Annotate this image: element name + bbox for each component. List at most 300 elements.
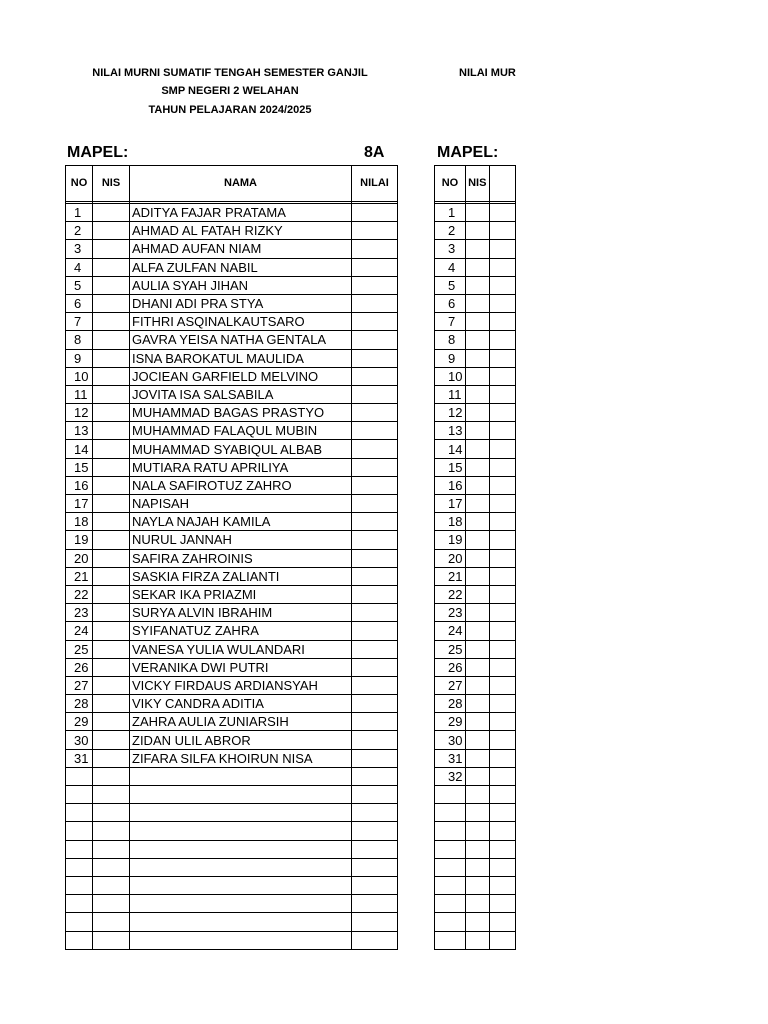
nis-cell[interactable] [465, 567, 489, 585]
nis-cell[interactable] [93, 622, 130, 640]
empty-cell[interactable] [435, 786, 466, 804]
table-row [66, 749, 398, 767]
header-no-right: NO [435, 166, 466, 202]
empty-row [66, 840, 398, 858]
nis-cell[interactable] [93, 458, 130, 476]
student-name: VANESA YULIA WULANDARI [130, 640, 352, 658]
student-name: JOVITA ISA SALSABILA [130, 385, 352, 403]
nilai-cell[interactable] [352, 676, 398, 694]
empty-cell[interactable] [130, 786, 352, 804]
row-number: 28 [66, 695, 93, 713]
empty-row [66, 895, 398, 913]
nilai-cell[interactable] [352, 749, 398, 767]
nis-cell[interactable] [93, 658, 130, 676]
table-row [435, 513, 516, 531]
table-row [435, 313, 516, 331]
empty-cell[interactable] [93, 931, 130, 949]
nis-cell[interactable] [465, 404, 489, 422]
empty-cell[interactable] [66, 804, 93, 822]
nis-cell[interactable] [465, 658, 489, 676]
row-number: 15 [435, 458, 466, 476]
empty-cell[interactable] [93, 767, 130, 785]
nis-cell[interactable] [465, 531, 489, 549]
table-row [66, 640, 398, 658]
empty-cell[interactable] [435, 931, 466, 949]
table-row [435, 349, 516, 367]
student-name: VIKY CANDRA ADITIA [130, 695, 352, 713]
empty-row [66, 804, 398, 822]
nis-cell[interactable] [93, 422, 130, 440]
empty-cell[interactable] [352, 895, 398, 913]
nilai-cell[interactable] [352, 604, 398, 622]
row-number: 19 [435, 531, 466, 549]
nis-cell[interactable] [93, 440, 130, 458]
row-number: 11 [66, 385, 93, 403]
row-number: 11 [435, 385, 466, 403]
table-row [435, 658, 516, 676]
student-name: NALA SAFIROTUZ ZAHRO [130, 476, 352, 494]
table-row [66, 331, 398, 349]
student-name: ZIDAN ULIL ABROR [130, 731, 352, 749]
nis-cell[interactable] [93, 713, 130, 731]
nis-cell[interactable] [93, 276, 130, 294]
nilai-cell[interactable] [352, 258, 398, 276]
empty-cell[interactable] [93, 876, 130, 894]
row-number: 9 [435, 349, 466, 367]
empty-cell[interactable] [489, 840, 515, 858]
student-name: NURUL JANNAH [130, 531, 352, 549]
nis-cell[interactable] [93, 385, 130, 403]
empty-cell[interactable] [66, 767, 93, 785]
nilai-cell[interactable] [352, 349, 398, 367]
nilai-cell[interactable] [352, 204, 398, 222]
empty-cell[interactable] [352, 840, 398, 858]
empty-cell[interactable] [93, 858, 130, 876]
empty-cell[interactable] [130, 822, 352, 840]
table-row [435, 695, 516, 713]
row-number: 18 [66, 513, 93, 531]
table-row [66, 258, 398, 276]
row-number: 12 [435, 404, 466, 422]
nis-cell[interactable] [465, 513, 489, 531]
empty-cell[interactable] [465, 931, 489, 949]
nilai-cell[interactable] [352, 367, 398, 385]
sheet-title: NILAI MURNI SUMATIF TENGAH SEMESTER GANJIL [92, 67, 368, 79]
table-row [435, 585, 516, 603]
nis-cell[interactable] [465, 422, 489, 440]
empty-cell[interactable] [465, 804, 489, 822]
row-number: 1 [66, 204, 93, 222]
empty-cell[interactable] [130, 913, 352, 931]
nis-cell[interactable] [465, 222, 489, 240]
table-row [66, 713, 398, 731]
table-row [435, 422, 516, 440]
empty-row [435, 876, 516, 894]
row-number: 22 [435, 585, 466, 603]
row-number: 14 [435, 440, 466, 458]
table-row [435, 404, 516, 422]
empty-cell[interactable] [66, 931, 93, 949]
row-number: 12 [66, 404, 93, 422]
empty-cell[interactable] [435, 858, 466, 876]
empty-cell[interactable] [93, 840, 130, 858]
row-number: 25 [435, 640, 466, 658]
nis-cell[interactable] [465, 204, 489, 222]
table-row [66, 585, 398, 603]
row-number: 7 [435, 313, 466, 331]
nis-cell[interactable] [465, 767, 489, 785]
nis-cell[interactable] [93, 567, 130, 585]
row-number: 17 [66, 495, 93, 513]
row-number: 2 [66, 222, 93, 240]
empty-row [435, 858, 516, 876]
empty-cell[interactable] [489, 876, 515, 894]
empty-cell[interactable] [489, 895, 515, 913]
mapel-label-right: MAPEL: [437, 144, 499, 161]
nis-cell[interactable] [465, 476, 489, 494]
row-number: 25 [66, 640, 93, 658]
row-number: 13 [66, 422, 93, 440]
student-name: NAPISAH [130, 495, 352, 513]
empty-cell[interactable] [66, 858, 93, 876]
empty-row [435, 804, 516, 822]
empty-cell[interactable] [93, 822, 130, 840]
empty-cell[interactable] [66, 840, 93, 858]
nis-cell[interactable] [465, 349, 489, 367]
table-row [66, 222, 398, 240]
empty-cell[interactable] [435, 876, 466, 894]
nis-cell[interactable] [93, 731, 130, 749]
empty-row [435, 786, 516, 804]
empty-cell[interactable] [66, 876, 93, 894]
table-row [435, 276, 516, 294]
table-row [66, 204, 398, 222]
nilai-cell[interactable] [352, 549, 398, 567]
table-row [435, 640, 516, 658]
empty-cell[interactable] [465, 786, 489, 804]
row-number: 31 [66, 749, 93, 767]
nis-cell[interactable] [93, 640, 130, 658]
row-number: 5 [435, 276, 466, 294]
row-number: 24 [66, 622, 93, 640]
nis-cell[interactable] [465, 676, 489, 694]
student-name: JOCIEAN GARFIELD MELVINO [130, 367, 352, 385]
empty-row [66, 822, 398, 840]
row-number: 19 [66, 531, 93, 549]
row-number: 21 [435, 567, 466, 585]
empty-cell[interactable] [130, 840, 352, 858]
table-row [66, 385, 398, 403]
nis-cell[interactable] [93, 240, 130, 258]
nis-cell[interactable] [465, 331, 489, 349]
nilai-cell[interactable] [352, 567, 398, 585]
table-row [435, 240, 516, 258]
table-row [66, 458, 398, 476]
table-row [66, 658, 398, 676]
table-row [66, 567, 398, 585]
nis-cell[interactable] [93, 549, 130, 567]
student-name: FITHRI ASQINALKAUTSARO [130, 313, 352, 331]
empty-cell[interactable] [489, 931, 515, 949]
empty-row [66, 913, 398, 931]
table-row [435, 676, 516, 694]
row-number: 22 [66, 585, 93, 603]
row-number: 1 [435, 204, 466, 222]
empty-cell[interactable] [93, 895, 130, 913]
nis-cell[interactable] [93, 204, 130, 222]
nis-cell[interactable] [465, 622, 489, 640]
nis-cell[interactable] [465, 713, 489, 731]
table-row [66, 349, 398, 367]
nis-cell[interactable] [93, 676, 130, 694]
nilai-cell[interactable] [352, 458, 398, 476]
nilai-cell[interactable] [352, 585, 398, 603]
table-row [435, 476, 516, 494]
row-number: 29 [66, 713, 93, 731]
nis-cell[interactable] [93, 749, 130, 767]
nis-cell[interactable] [93, 604, 130, 622]
nis-cell[interactable] [93, 313, 130, 331]
nilai-cell[interactable] [352, 440, 398, 458]
nilai-cell[interactable] [352, 331, 398, 349]
empty-cell[interactable] [352, 767, 398, 785]
student-name: AHMAD AL FATAH RIZKY [130, 222, 352, 240]
row-number: 27 [66, 676, 93, 694]
nilai-cell[interactable] [352, 385, 398, 403]
empty-cell[interactable] [435, 804, 466, 822]
header-nis-right: NIS [465, 166, 489, 202]
empty-row [435, 840, 516, 858]
nilai-cell[interactable] [352, 276, 398, 294]
row-number: 31 [435, 749, 466, 767]
header-no: NO [66, 166, 93, 202]
class-label: 8A [364, 144, 385, 161]
nis-cell[interactable] [465, 458, 489, 476]
row-number: 9 [66, 349, 93, 367]
nis-cell[interactable] [465, 495, 489, 513]
student-name: ZAHRA AULIA ZUNIARSIH [130, 713, 352, 731]
nilai-cell[interactable] [352, 404, 398, 422]
grades-table [65, 165, 398, 950]
nis-cell[interactable] [93, 367, 130, 385]
nis-cell[interactable] [93, 349, 130, 367]
table-row [66, 549, 398, 567]
table-row [435, 222, 516, 240]
empty-row [66, 931, 398, 949]
table-row [66, 422, 398, 440]
empty-cell[interactable] [435, 913, 466, 931]
school-name: SMP NEGERI 2 WELAHAN [161, 85, 299, 97]
row-number: 13 [435, 422, 466, 440]
empty-cell[interactable] [435, 822, 466, 840]
row-number: 32 [435, 767, 466, 785]
nis-cell[interactable] [93, 222, 130, 240]
empty-cell[interactable] [352, 786, 398, 804]
empty-cell[interactable] [93, 804, 130, 822]
empty-cell[interactable] [66, 895, 93, 913]
empty-cell[interactable] [93, 913, 130, 931]
nis-cell[interactable] [465, 549, 489, 567]
nis-cell[interactable] [93, 404, 130, 422]
nilai-cell[interactable] [352, 622, 398, 640]
student-name: MUHAMMAD FALAQUL MUBIN [130, 422, 352, 440]
empty-cell[interactable] [465, 858, 489, 876]
empty-cell[interactable] [352, 876, 398, 894]
nis-cell[interactable] [465, 367, 489, 385]
empty-cell[interactable] [130, 931, 352, 949]
empty-cell[interactable] [66, 786, 93, 804]
table-row [66, 276, 398, 294]
empty-cell[interactable] [93, 786, 130, 804]
student-name: SAFIRA ZAHROINIS [130, 549, 352, 567]
empty-row [66, 858, 398, 876]
student-name: VICKY FIRDAUS ARDIANSYAH [130, 676, 352, 694]
empty-cell[interactable] [465, 913, 489, 931]
nis-cell[interactable] [465, 258, 489, 276]
nilai-cell[interactable] [352, 531, 398, 549]
row-number: 26 [66, 658, 93, 676]
row-number: 26 [435, 658, 466, 676]
table-row [435, 367, 516, 385]
row-number: 10 [435, 367, 466, 385]
empty-cell[interactable] [489, 786, 515, 804]
nis-cell[interactable] [465, 640, 489, 658]
second-sheet-clip [434, 165, 516, 965]
empty-cell[interactable] [489, 822, 515, 840]
empty-cell[interactable] [435, 895, 466, 913]
student-name: AULIA SYAH JIHAN [130, 276, 352, 294]
nis-cell[interactable] [465, 585, 489, 603]
empty-cell[interactable] [465, 876, 489, 894]
empty-cell[interactable] [489, 804, 515, 822]
nis-cell[interactable] [465, 749, 489, 767]
row-number: 21 [66, 567, 93, 585]
nilai-cell[interactable] [352, 294, 398, 312]
row-number: 8 [66, 331, 93, 349]
nilai-cell[interactable] [352, 422, 398, 440]
table-row [435, 294, 516, 312]
table-row [435, 567, 516, 585]
empty-cell[interactable] [352, 913, 398, 931]
nis-cell[interactable] [93, 294, 130, 312]
nilai-cell[interactable] [352, 222, 398, 240]
nilai-cell[interactable] [352, 640, 398, 658]
nis-cell[interactable] [465, 695, 489, 713]
grades-table-right [434, 165, 516, 950]
row-number: 23 [435, 604, 466, 622]
nis-cell[interactable] [93, 695, 130, 713]
empty-cell[interactable] [435, 840, 466, 858]
empty-cell[interactable] [489, 858, 515, 876]
student-name: GAVRA YEISA NATHA GENTALA [130, 331, 352, 349]
table-row [66, 731, 398, 749]
nis-cell[interactable] [93, 331, 130, 349]
empty-cell[interactable] [489, 913, 515, 931]
nis-cell[interactable] [465, 385, 489, 403]
row-number: 7 [66, 313, 93, 331]
row-number: 16 [435, 476, 466, 494]
table-row [435, 731, 516, 749]
table-row [66, 313, 398, 331]
sheet-title-partial: NILAI MUR [459, 67, 516, 79]
empty-cell[interactable] [130, 876, 352, 894]
nilai-cell[interactable] [352, 695, 398, 713]
nis-cell[interactable] [93, 531, 130, 549]
empty-cell[interactable] [66, 822, 93, 840]
nilai-cell[interactable] [352, 658, 398, 676]
table-row [66, 440, 398, 458]
empty-cell[interactable] [352, 822, 398, 840]
table-row [66, 622, 398, 640]
student-name: ALFA ZULFAN NABIL [130, 258, 352, 276]
nis-cell[interactable] [93, 513, 130, 531]
nis-cell[interactable] [93, 495, 130, 513]
row-number: 24 [435, 622, 466, 640]
nilai-cell[interactable] [352, 240, 398, 258]
nis-cell[interactable] [465, 276, 489, 294]
nis-cell[interactable] [93, 476, 130, 494]
nilai-cell[interactable] [352, 313, 398, 331]
student-name: ISNA BAROKATUL MAULIDA [130, 349, 352, 367]
table-row [66, 404, 398, 422]
nis-cell[interactable] [465, 604, 489, 622]
student-name: MUHAMMAD SYABIQUL ALBAB [130, 440, 352, 458]
nis-cell[interactable] [465, 440, 489, 458]
student-name: DHANI ADI PRA STYA [130, 294, 352, 312]
nis-cell[interactable] [465, 731, 489, 749]
empty-cell[interactable] [465, 822, 489, 840]
empty-cell[interactable] [66, 913, 93, 931]
empty-cell[interactable] [465, 895, 489, 913]
table-row [435, 549, 516, 567]
nis-cell[interactable] [93, 258, 130, 276]
empty-cell[interactable] [352, 858, 398, 876]
nilai-cell[interactable] [352, 713, 398, 731]
row-number: 6 [435, 294, 466, 312]
nilai-cell[interactable] [352, 476, 398, 494]
table-row [435, 385, 516, 403]
nilai-cell[interactable] [352, 731, 398, 749]
nis-cell[interactable] [465, 240, 489, 258]
nis-cell[interactable] [465, 313, 489, 331]
student-name: SEKAR IKA PRIAZMI [130, 585, 352, 603]
table-row [435, 331, 516, 349]
empty-cell[interactable] [130, 858, 352, 876]
empty-row [435, 913, 516, 931]
empty-row [66, 767, 398, 785]
empty-row [435, 822, 516, 840]
empty-cell[interactable] [130, 895, 352, 913]
nilai-cell[interactable] [352, 495, 398, 513]
row-number: 30 [435, 731, 466, 749]
row-number: 3 [435, 240, 466, 258]
nis-cell[interactable] [465, 294, 489, 312]
empty-cell[interactable] [352, 804, 398, 822]
empty-cell[interactable] [465, 840, 489, 858]
row-number: 5 [66, 276, 93, 294]
empty-cell[interactable] [130, 804, 352, 822]
nis-cell[interactable] [93, 585, 130, 603]
row-number: 10 [66, 367, 93, 385]
empty-row [66, 876, 398, 894]
nilai-cell[interactable] [352, 513, 398, 531]
row-number: 15 [66, 458, 93, 476]
row-number: 14 [66, 440, 93, 458]
table-row [66, 367, 398, 385]
empty-cell[interactable] [352, 931, 398, 949]
table-row [66, 676, 398, 694]
empty-cell[interactable] [130, 767, 352, 785]
